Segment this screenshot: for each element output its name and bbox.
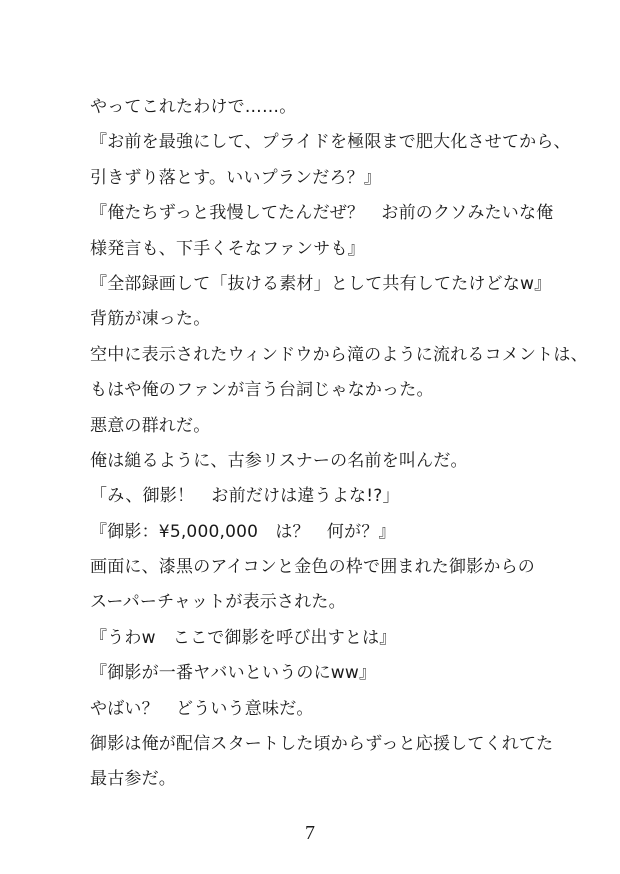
text-line: スーパーチャットが表示された。 (90, 592, 346, 613)
text-line: 最古参だ。 (90, 769, 176, 790)
text-line: もはや俺のファンが言う台詞じゃなかった。 (90, 380, 434, 401)
text-line: やってこれたわけで……。 (90, 97, 297, 117)
text-line: 俺は縋るように、古参リスナーの名前を叫んだ。 (90, 450, 468, 471)
text-line: やばい？ どういう意味だ。 (90, 698, 314, 719)
text-line: 背筋が凍った。 (90, 309, 211, 330)
text-line: 画面に、漆黒のアイコンと金色の枠で囲まれた御影からの (90, 557, 535, 578)
text-line: 『お前を最強にして、プライドを極限まで肥大化させてから、 (90, 132, 571, 153)
text-line: 『御影が一番ヤバいというのにww』 (90, 663, 377, 684)
text-line: 空中に表示されたウィンドウから滝のように流れるコメントは、 (90, 344, 588, 365)
text-line: 『うわw ここで御影を呼び出すとは』 (90, 627, 397, 648)
text-line: 引きずり落とす。いいプランだろ？』 (90, 167, 382, 188)
text-line: 悪意の群れだ。 (90, 415, 211, 436)
page-number: 7 (305, 822, 315, 844)
body-text (90, 90, 590, 798)
text-line: 御影は俺が配信スタートした頃からずっと応援してくれてた (90, 734, 554, 755)
text-line: 『俺たちずっと我慢してたんだぜ？ お前のクソみたいな俺 (90, 203, 554, 224)
text-line: 『全部録画して「抜ける素材」として共有してたけどなw』 (90, 273, 552, 294)
text-line: 「み、御影！ お前だけは違うよな!?」 (90, 486, 400, 507)
text-line: 『御影：¥5,000,000 は？ 何が？』 (90, 521, 396, 542)
text-line: 様発言も、下手くそなファンサも』 (90, 238, 365, 259)
